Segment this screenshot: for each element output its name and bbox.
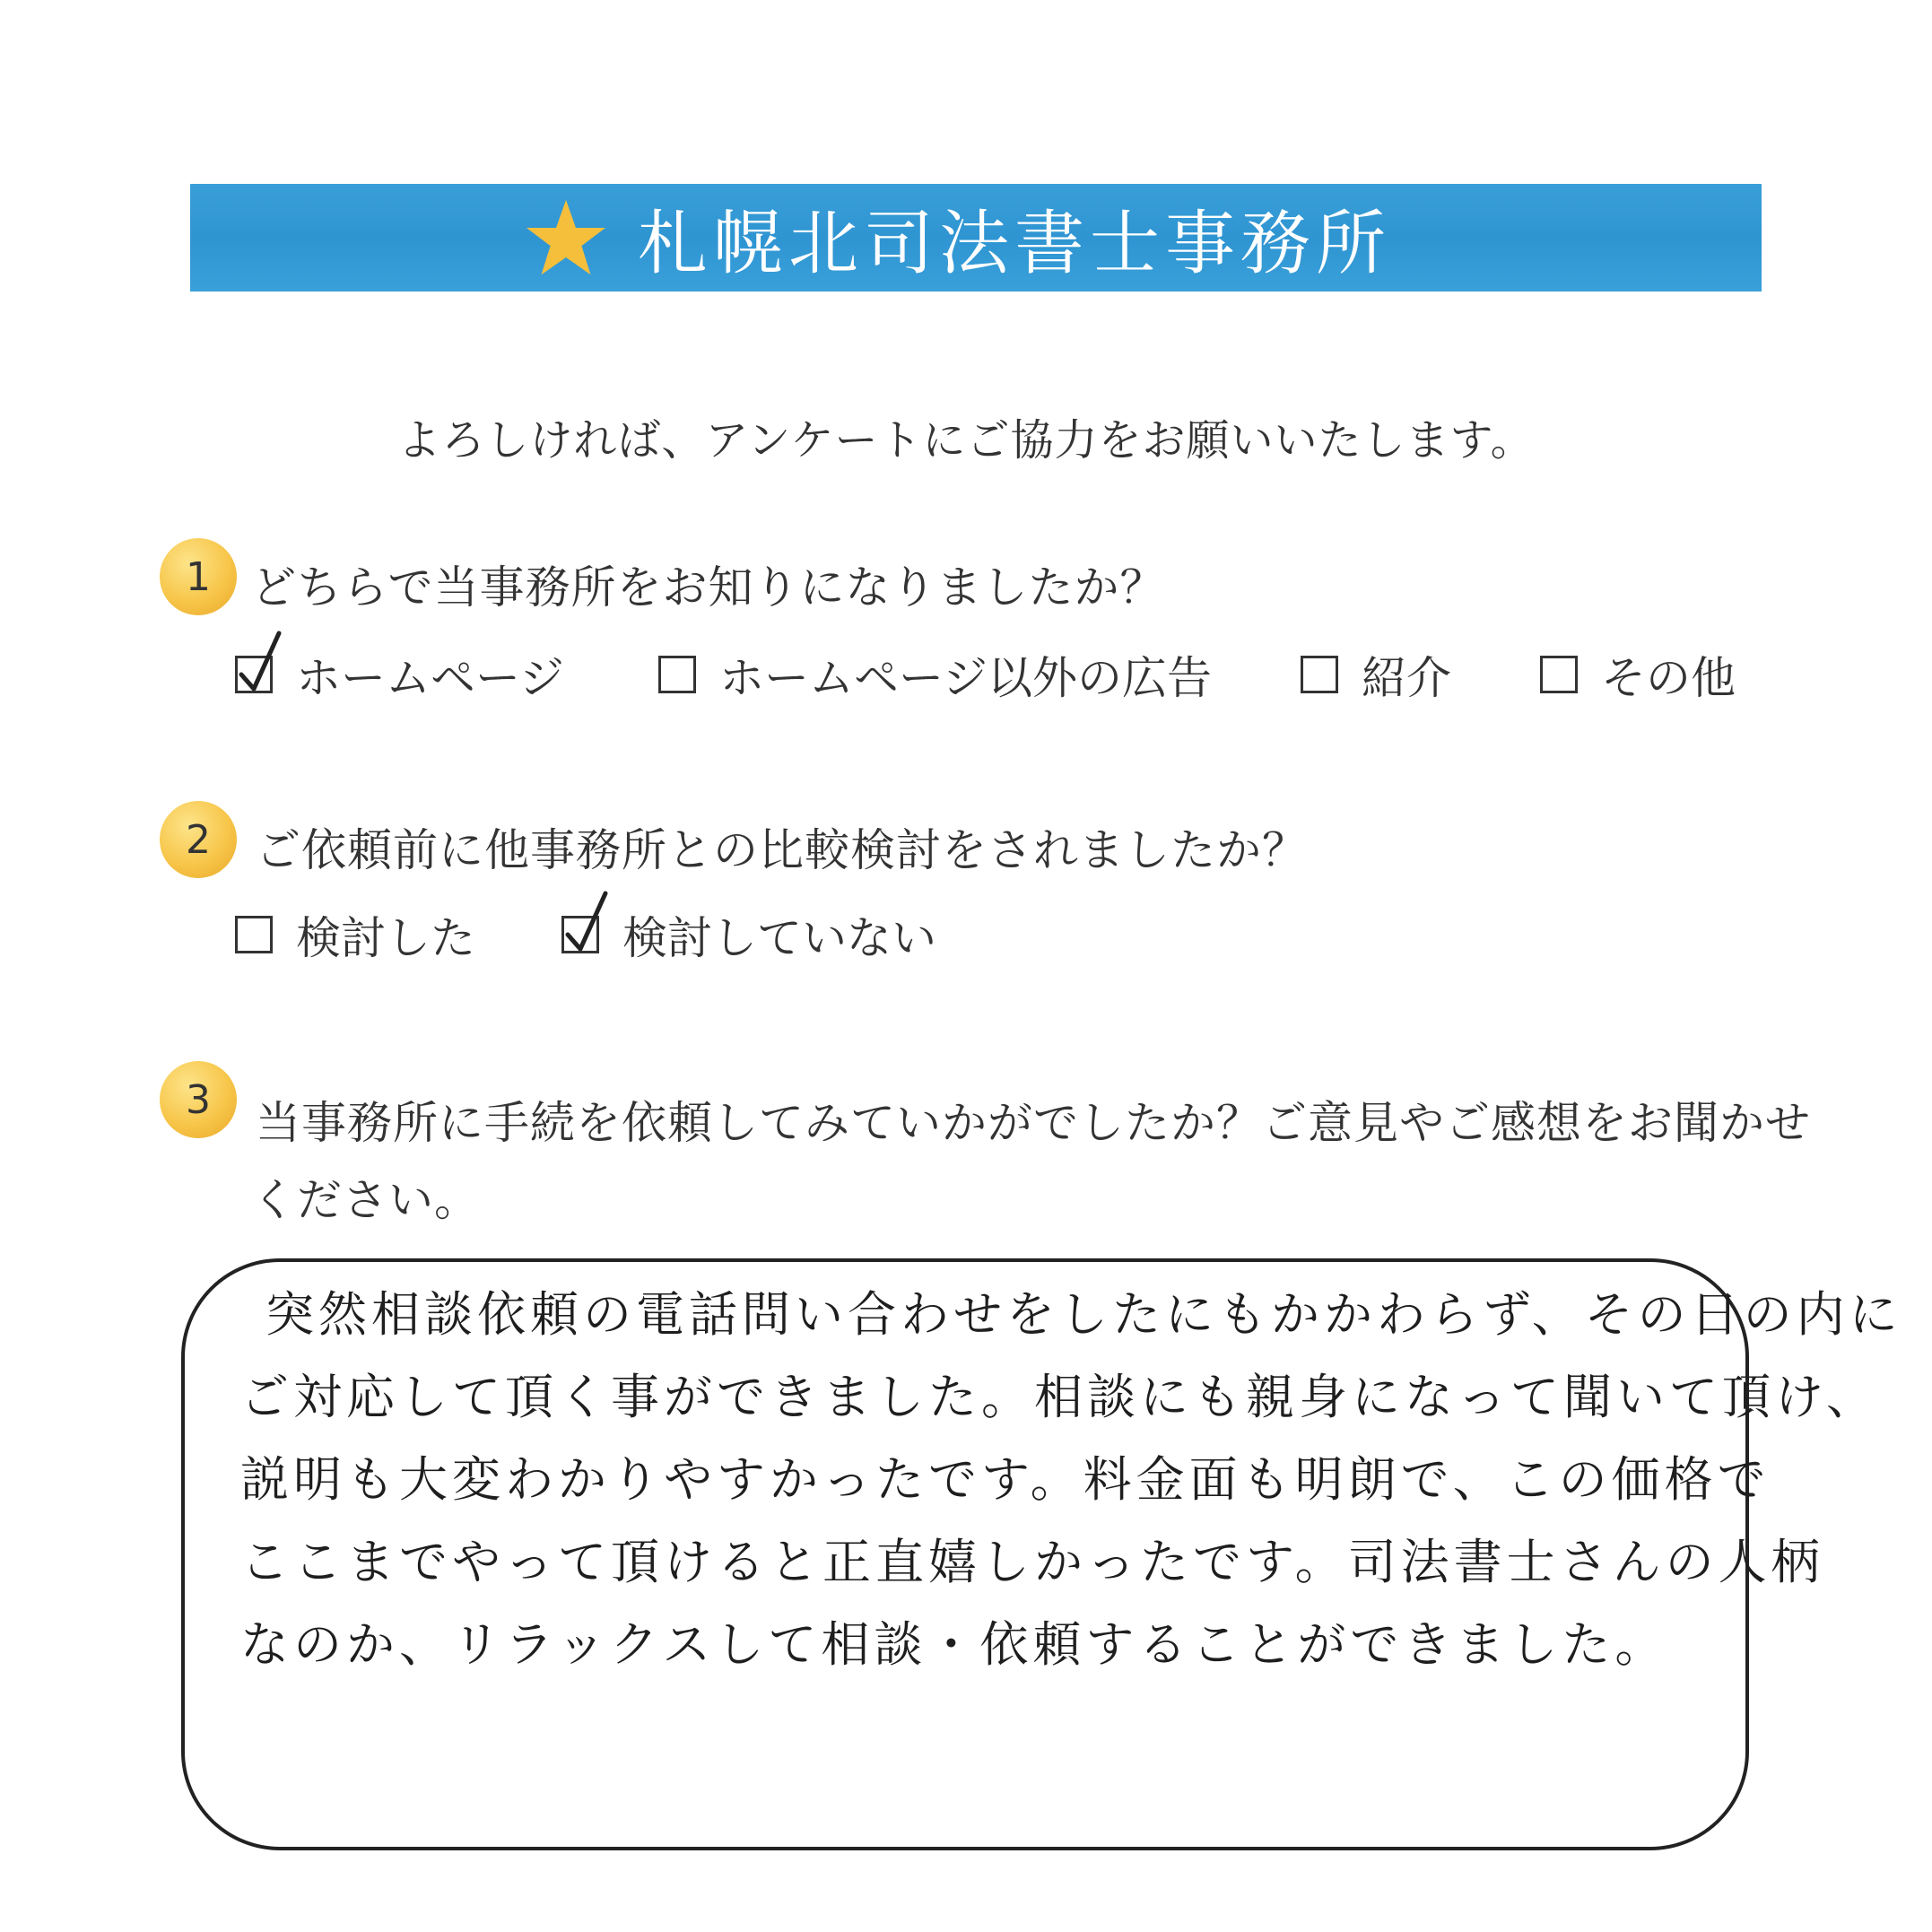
checkbox[interactable] (235, 656, 273, 693)
question-2-number: 2 (186, 816, 211, 863)
question-3-number-badge (160, 1061, 237, 1138)
question-3-number: 3 (186, 1076, 211, 1123)
checkmark-icon (561, 888, 614, 958)
banner-content (525, 187, 1391, 288)
question-2-text: ご依頼前に他事務所との比較検討をされましたか？ (256, 824, 1308, 876)
q1-option-others[interactable] (1540, 642, 1736, 707)
question-3-text-line1: 当事務所に手続を依頼してみていかがでしたか？ご意見やご感想をお聞かせ (256, 1097, 1811, 1149)
question-3-text-line2: ください。 (251, 1174, 480, 1226)
checkbox[interactable] (235, 916, 273, 953)
option-label: 検討していない (622, 912, 936, 964)
handwritten-answer (240, 1274, 1902, 1686)
checkmark-icon (234, 628, 288, 698)
checkbox[interactable] (658, 656, 696, 693)
question-1-text: どちらで当事務所をお知りになりましたか？ (251, 561, 1166, 614)
answer-line-2: ご対応して頂く事ができました。相談にも親身になって聞いて頂け、 (240, 1369, 1879, 1425)
option-label: その他 (1601, 652, 1736, 704)
answer-line-4: ここまでやって頂けると正直嬉しかったです。司法書士さんの人柄 (240, 1534, 1824, 1590)
q2-option-not-considered[interactable] (561, 902, 936, 967)
star-icon (525, 198, 607, 277)
q1-option-homepage[interactable] (235, 642, 564, 707)
survey-intro: よろしければ、アンケートにご協力をお願いいたします。 (397, 415, 1535, 466)
question-2-number-badge (160, 801, 237, 878)
option-label: ホームページ (296, 652, 564, 704)
question-1-number: 1 (186, 553, 211, 600)
checkbox[interactable] (561, 916, 599, 953)
answer-line-1: 突然相談依頼の電話問い合わせをしたにもかかわらず、その日の内に (265, 1286, 1902, 1343)
answer-line-3: 説明も大変わかりやすかったです。料金面も明朗で、この価格で (240, 1451, 1771, 1508)
checkbox[interactable] (1540, 656, 1578, 693)
option-label: ホームページ以外の広告 (719, 652, 1212, 704)
header-banner (190, 184, 1762, 292)
q1-option-referral[interactable] (1301, 642, 1451, 707)
office-name: 札幌北司法書士事務所 (637, 204, 1391, 284)
checkbox[interactable] (1301, 656, 1338, 693)
answer-line-5: なのか、リラックスして相談・依頼することができました。 (240, 1616, 1668, 1673)
option-label: 検討した (296, 912, 475, 964)
q1-option-other-ads[interactable] (658, 642, 1212, 707)
question-1-number-badge (160, 538, 237, 615)
option-label: 紹介 (1362, 652, 1451, 704)
q2-option-considered[interactable] (235, 902, 475, 967)
